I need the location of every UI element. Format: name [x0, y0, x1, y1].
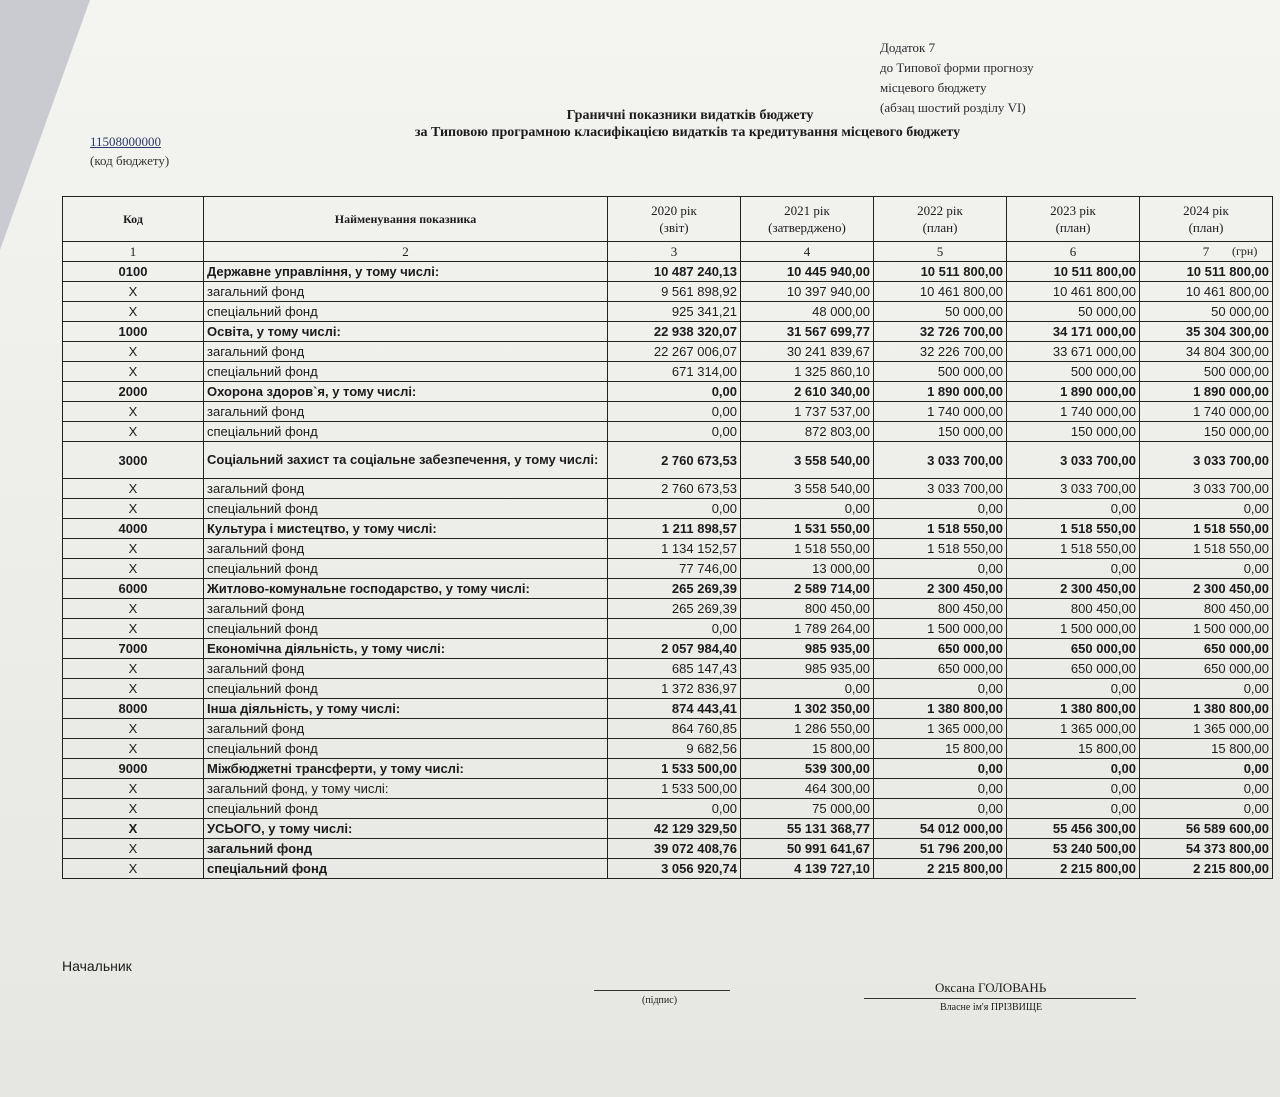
- table-row: [63, 679, 1273, 699]
- row-name: спеціальний фонд: [204, 619, 608, 639]
- header-name: Найменування показника: [204, 197, 608, 242]
- row-code: Х: [63, 402, 204, 422]
- table-row: [63, 422, 1273, 442]
- row-value-2020: 0,00: [608, 382, 741, 402]
- row-code: 6000: [63, 579, 204, 599]
- row-value-2021: 985 935,00: [741, 639, 874, 659]
- row-value-2020: 1 372 836,97: [608, 679, 741, 699]
- row-value-2022: 3 033 700,00: [874, 442, 1007, 479]
- header-2023-sub: (план): [1055, 220, 1091, 235]
- table-row: [63, 599, 1273, 619]
- row-value-2021: 75 000,00: [741, 799, 874, 819]
- row-value-2022: 1 365 000,00: [874, 719, 1007, 739]
- document-subtitle: за Типовою програмною класифікацією видатків та кредитування місцевого бюджету: [414, 125, 961, 140]
- row-value-2020: 685 147,43: [608, 659, 741, 679]
- row-name: загальний фонд: [204, 599, 608, 619]
- row-value-2020: 77 746,00: [608, 559, 741, 579]
- row-code: Х: [63, 739, 204, 759]
- row-value-2024: 0,00: [1140, 759, 1273, 779]
- row-value-2020: 2 760 673,53: [608, 442, 741, 479]
- header-2020-year: 2020 рік: [651, 203, 697, 218]
- table-group-row: [63, 819, 1273, 839]
- column-number-5: 5: [874, 242, 1007, 262]
- row-value-2020: 0,00: [608, 422, 741, 442]
- row-value-2021: 2 610 340,00: [741, 382, 874, 402]
- row-value-2023: 650 000,00: [1007, 659, 1140, 679]
- header-2020: [608, 197, 741, 242]
- row-value-2023: 0,00: [1007, 779, 1140, 799]
- row-name: Міжбюджетні трансферти, у тому числі:: [204, 759, 608, 779]
- row-value-2022: 50 000,00: [874, 302, 1007, 322]
- table-row: [63, 302, 1273, 322]
- table-group-row: [63, 322, 1273, 342]
- row-value-2022: 10 461 800,00: [874, 282, 1007, 302]
- row-value-2023: 650 000,00: [1007, 639, 1140, 659]
- row-value-2020: 0,00: [608, 799, 741, 819]
- row-value-2021: 10 397 940,00: [741, 282, 874, 302]
- row-value-2022: 0,00: [874, 759, 1007, 779]
- row-value-2021: 55 131 368,77: [741, 819, 874, 839]
- row-code: 4000: [63, 519, 204, 539]
- table-row: [63, 362, 1273, 382]
- row-name: Соціальний захист та соціальне забезпечення, у тому числі:: [204, 442, 608, 479]
- row-name: загальний фонд: [204, 342, 608, 362]
- row-value-2022: 1 518 550,00: [874, 519, 1007, 539]
- row-value-2024: 1 890 000,00: [1140, 382, 1273, 402]
- row-value-2023: 2 215 800,00: [1007, 859, 1140, 879]
- row-value-2024: 0,00: [1140, 799, 1273, 819]
- table-group-row: [63, 519, 1273, 539]
- row-name: спеціальний фонд: [204, 859, 608, 879]
- row-value-2020: 42 129 329,50: [608, 819, 741, 839]
- row-value-2020: 22 938 320,07: [608, 322, 741, 342]
- header-2021: [741, 197, 874, 242]
- row-value-2023: 50 000,00: [1007, 302, 1140, 322]
- row-value-2022: 650 000,00: [874, 639, 1007, 659]
- row-code: 7000: [63, 639, 204, 659]
- row-value-2021: 539 300,00: [741, 759, 874, 779]
- row-value-2020: 9 682,56: [608, 739, 741, 759]
- signature-caption: (підпис): [642, 995, 678, 1006]
- column-number-1: 1: [63, 242, 204, 262]
- row-value-2020: 265 269,39: [608, 599, 741, 619]
- row-code: Х: [63, 282, 204, 302]
- row-value-2024: 10 461 800,00: [1140, 282, 1273, 302]
- row-value-2022: 15 800,00: [874, 739, 1007, 759]
- row-value-2022: 3 033 700,00: [874, 479, 1007, 499]
- row-code: Х: [63, 659, 204, 679]
- row-value-2020: 925 341,21: [608, 302, 741, 322]
- table-row: [63, 479, 1273, 499]
- table-row: [63, 402, 1273, 422]
- row-value-2022: 1 518 550,00: [874, 539, 1007, 559]
- row-value-2024: 2 215 800,00: [1140, 859, 1273, 879]
- name-line: [864, 998, 1136, 999]
- row-value-2020: 22 267 006,07: [608, 342, 741, 362]
- table-row: [63, 779, 1273, 799]
- row-value-2021: 464 300,00: [741, 779, 874, 799]
- row-value-2024: 2 300 450,00: [1140, 579, 1273, 599]
- row-value-2024: 1 518 550,00: [1140, 539, 1273, 559]
- row-value-2023: 3 033 700,00: [1007, 479, 1140, 499]
- row-value-2024: 0,00: [1140, 779, 1273, 799]
- row-value-2024: 650 000,00: [1140, 659, 1273, 679]
- row-name: загальний фонд: [204, 402, 608, 422]
- row-value-2024: 0,00: [1140, 499, 1273, 519]
- row-value-2023: 53 240 500,00: [1007, 839, 1140, 859]
- row-value-2020: 10 487 240,13: [608, 262, 741, 282]
- row-value-2022: 1 380 800,00: [874, 699, 1007, 719]
- row-code: Х: [63, 499, 204, 519]
- row-code: 0100: [63, 262, 204, 282]
- table-row: [63, 342, 1273, 362]
- header-2022: [874, 197, 1007, 242]
- row-name: Житлово-комунальне господарство, у тому числі:: [204, 579, 608, 599]
- row-value-2022: 32 726 700,00: [874, 322, 1007, 342]
- row-value-2021: 1 531 550,00: [741, 519, 874, 539]
- row-value-2021: 50 991 641,67: [741, 839, 874, 859]
- row-value-2023: 800 450,00: [1007, 599, 1140, 619]
- row-value-2021: 1 302 350,00: [741, 699, 874, 719]
- row-name: спеціальний фонд: [204, 302, 608, 322]
- annex-line-1: Додаток 7: [880, 40, 936, 55]
- row-value-2022: 2 300 450,00: [874, 579, 1007, 599]
- row-value-2022: 0,00: [874, 779, 1007, 799]
- row-value-2020: 0,00: [608, 619, 741, 639]
- row-code: Х: [63, 479, 204, 499]
- row-value-2022: 51 796 200,00: [874, 839, 1007, 859]
- header-2021-year: 2021 рік: [784, 203, 830, 218]
- document-title: Граничні показники видатків бюджету: [566, 108, 814, 123]
- row-name: загальний фонд: [204, 659, 608, 679]
- row-value-2021: 872 803,00: [741, 422, 874, 442]
- table-row: [63, 559, 1273, 579]
- row-value-2024: 56 589 600,00: [1140, 819, 1273, 839]
- table-row: [63, 539, 1273, 559]
- name-caption: Власне ім'я ПРІЗВИЩЕ: [940, 1002, 1043, 1013]
- row-value-2021: 3 558 540,00: [741, 442, 874, 479]
- row-value-2024: 50 000,00: [1140, 302, 1273, 322]
- table-row: [63, 499, 1273, 519]
- row-value-2023: 1 380 800,00: [1007, 699, 1140, 719]
- row-value-2023: 34 171 000,00: [1007, 322, 1140, 342]
- row-value-2024: 650 000,00: [1140, 639, 1273, 659]
- table-row: [63, 282, 1273, 302]
- row-code: Х: [63, 799, 204, 819]
- row-code: Х: [63, 679, 204, 699]
- row-value-2023: 1 518 550,00: [1007, 539, 1140, 559]
- row-code: Х: [63, 302, 204, 322]
- row-code: Х: [63, 839, 204, 859]
- row-value-2022: 1 740 000,00: [874, 402, 1007, 422]
- row-value-2020: 3 056 920,74: [608, 859, 741, 879]
- row-name: загальний фонд: [204, 839, 608, 859]
- column-number-6: 6: [1007, 242, 1140, 262]
- row-value-2023: 55 456 300,00: [1007, 819, 1140, 839]
- budget-table: [62, 196, 1273, 879]
- row-value-2024: 3 033 700,00: [1140, 479, 1273, 499]
- table-row: [63, 839, 1273, 859]
- row-value-2020: 1 533 500,00: [608, 779, 741, 799]
- row-code: 1000: [63, 322, 204, 342]
- row-value-2024: 0,00: [1140, 559, 1273, 579]
- row-value-2020: 1 533 500,00: [608, 759, 741, 779]
- row-value-2020: 1 211 898,57: [608, 519, 741, 539]
- annex-line-3: місцевого бюджету: [880, 80, 987, 95]
- row-name: спеціальний фонд: [204, 799, 608, 819]
- row-name: спеціальний фонд: [204, 499, 608, 519]
- row-value-2023: 500 000,00: [1007, 362, 1140, 382]
- row-name: загальний фонд: [204, 282, 608, 302]
- row-value-2024: 1 500 000,00: [1140, 619, 1273, 639]
- annex-line-4: (абзац шостий розділу VI): [880, 100, 1026, 115]
- row-value-2022: 1 890 000,00: [874, 382, 1007, 402]
- column-number-4: 4: [741, 242, 874, 262]
- column-number-3: 3: [608, 242, 741, 262]
- header-2021-sub: (затверджено): [768, 220, 846, 235]
- row-value-2021: 985 935,00: [741, 659, 874, 679]
- row-value-2020: 2 760 673,53: [608, 479, 741, 499]
- row-value-2021: 48 000,00: [741, 302, 874, 322]
- row-value-2023: 1 365 000,00: [1007, 719, 1140, 739]
- row-value-2020: 671 314,00: [608, 362, 741, 382]
- row-value-2022: 0,00: [874, 679, 1007, 699]
- table-group-row: [63, 262, 1273, 282]
- row-value-2024: 3 033 700,00: [1140, 442, 1273, 479]
- row-value-2024: 1 365 000,00: [1140, 719, 1273, 739]
- header-2023: [1007, 197, 1140, 242]
- row-value-2023: 0,00: [1007, 679, 1140, 699]
- annex-line-2: до Типової форми прогнозу: [880, 60, 1034, 75]
- header-code: Код: [63, 197, 204, 242]
- header-2020-sub: (звіт): [659, 220, 689, 235]
- table-group-row: [63, 759, 1273, 779]
- header-2023-year: 2023 рік: [1050, 203, 1096, 218]
- row-value-2022: 10 511 800,00: [874, 262, 1007, 282]
- row-value-2023: 10 511 800,00: [1007, 262, 1140, 282]
- table-row: [63, 859, 1273, 879]
- row-value-2023: 1 518 550,00: [1007, 519, 1140, 539]
- row-value-2021: 30 241 839,67: [741, 342, 874, 362]
- row-value-2024: 800 450,00: [1140, 599, 1273, 619]
- row-value-2021: 31 567 699,77: [741, 322, 874, 342]
- row-value-2022: 2 215 800,00: [874, 859, 1007, 879]
- table-group-row: [63, 579, 1273, 599]
- row-value-2020: 2 057 984,40: [608, 639, 741, 659]
- row-value-2023: 1 890 000,00: [1007, 382, 1140, 402]
- budget-code-label: (код бюджету): [90, 153, 170, 168]
- table-row: [63, 719, 1273, 739]
- table-row: [63, 799, 1273, 819]
- row-value-2020: 0,00: [608, 499, 741, 519]
- row-value-2022: 32 226 700,00: [874, 342, 1007, 362]
- row-value-2021: 1 789 264,00: [741, 619, 874, 639]
- row-name: Культура і мистецтво, у тому числі:: [204, 519, 608, 539]
- row-code: Х: [63, 539, 204, 559]
- row-value-2022: 1 500 000,00: [874, 619, 1007, 639]
- row-value-2021: 1 737 537,00: [741, 402, 874, 422]
- row-value-2021: 10 445 940,00: [741, 262, 874, 282]
- table-row: [63, 659, 1273, 679]
- row-value-2021: 1 286 550,00: [741, 719, 874, 739]
- row-value-2021: 1 518 550,00: [741, 539, 874, 559]
- row-value-2024: 10 511 800,00: [1140, 262, 1273, 282]
- row-value-2023: 0,00: [1007, 559, 1140, 579]
- row-value-2021: 3 558 540,00: [741, 479, 874, 499]
- row-value-2021: 1 325 860,10: [741, 362, 874, 382]
- row-code: Х: [63, 559, 204, 579]
- row-code: Х: [63, 619, 204, 639]
- row-code: Х: [63, 362, 204, 382]
- table-row: [63, 619, 1273, 639]
- row-value-2021: 15 800,00: [741, 739, 874, 759]
- row-value-2023: 3 033 700,00: [1007, 442, 1140, 479]
- row-value-2024: 35 304 300,00: [1140, 322, 1273, 342]
- row-value-2021: 2 589 714,00: [741, 579, 874, 599]
- row-value-2022: 800 450,00: [874, 599, 1007, 619]
- row-name: загальний фонд: [204, 539, 608, 559]
- row-value-2023: 0,00: [1007, 759, 1140, 779]
- row-value-2024: 1 380 800,00: [1140, 699, 1273, 719]
- row-value-2024: 0,00: [1140, 679, 1273, 699]
- row-value-2024: 15 800,00: [1140, 739, 1273, 759]
- table-group-row: [63, 382, 1273, 402]
- signatory-role: Начальник: [62, 958, 132, 974]
- row-value-2020: 0,00: [608, 402, 741, 422]
- row-value-2022: 500 000,00: [874, 362, 1007, 382]
- row-name: спеціальний фонд: [204, 679, 608, 699]
- row-value-2023: 33 671 000,00: [1007, 342, 1140, 362]
- row-code: Х: [63, 859, 204, 879]
- row-code: 2000: [63, 382, 204, 402]
- row-code: Х: [63, 779, 204, 799]
- row-value-2023: 150 000,00: [1007, 422, 1140, 442]
- annex-note: [880, 38, 1034, 118]
- row-code: Х: [63, 342, 204, 362]
- row-value-2023: 1 740 000,00: [1007, 402, 1140, 422]
- row-name: загальний фонд, у тому числі:: [204, 779, 608, 799]
- row-value-2024: 54 373 800,00: [1140, 839, 1273, 859]
- column-number-7: 7: [1140, 242, 1273, 262]
- row-code: 9000: [63, 759, 204, 779]
- row-name: Охорона здоров`я, у тому числі:: [204, 382, 608, 402]
- header-2022-year: 2022 рік: [917, 203, 963, 218]
- currency-label: (грн): [1232, 244, 1258, 258]
- row-name: спеціальний фонд: [204, 422, 608, 442]
- row-name: УСЬОГО, у тому числі:: [204, 819, 608, 839]
- row-name: спеціальний фонд: [204, 559, 608, 579]
- row-name: загальний фонд: [204, 719, 608, 739]
- row-value-2021: 0,00: [741, 499, 874, 519]
- row-name: Інша діяльність, у тому числі:: [204, 699, 608, 719]
- table-row: [63, 739, 1273, 759]
- row-name: спеціальний фонд: [204, 362, 608, 382]
- column-number-2: 2: [204, 242, 608, 262]
- row-value-2023: 15 800,00: [1007, 739, 1140, 759]
- row-value-2024: 1 518 550,00: [1140, 519, 1273, 539]
- row-value-2020: 874 443,41: [608, 699, 741, 719]
- row-value-2020: 864 760,85: [608, 719, 741, 739]
- row-code: Х: [63, 719, 204, 739]
- row-value-2022: 54 012 000,00: [874, 819, 1007, 839]
- row-value-2024: 150 000,00: [1140, 422, 1273, 442]
- signature-line: [594, 990, 730, 991]
- row-value-2022: 0,00: [874, 559, 1007, 579]
- row-code: Х: [63, 599, 204, 619]
- row-value-2022: 0,00: [874, 799, 1007, 819]
- row-value-2020: 1 134 152,57: [608, 539, 741, 559]
- row-code: 3000: [63, 442, 204, 479]
- row-value-2023: 10 461 800,00: [1007, 282, 1140, 302]
- row-value-2020: 265 269,39: [608, 579, 741, 599]
- row-value-2022: 650 000,00: [874, 659, 1007, 679]
- header-2024-year: 2024 рік: [1183, 203, 1229, 218]
- row-value-2021: 4 139 727,10: [741, 859, 874, 879]
- row-name: Освіта, у тому числі:: [204, 322, 608, 342]
- row-value-2022: 150 000,00: [874, 422, 1007, 442]
- row-code: 8000: [63, 699, 204, 719]
- signatory-name: Оксана ГОЛОВАНЬ: [935, 980, 1047, 995]
- row-value-2021: 0,00: [741, 679, 874, 699]
- row-name: загальний фонд: [204, 479, 608, 499]
- header-2022-sub: (план): [922, 220, 958, 235]
- row-value-2023: 2 300 450,00: [1007, 579, 1140, 599]
- row-name: Економічна діяльність, у тому числі:: [204, 639, 608, 659]
- row-code: Х: [63, 422, 204, 442]
- row-value-2023: 0,00: [1007, 499, 1140, 519]
- row-value-2023: 0,00: [1007, 799, 1140, 819]
- budget-code: 11508000000: [90, 134, 162, 149]
- row-value-2024: 1 740 000,00: [1140, 402, 1273, 422]
- column-number-row: [63, 242, 1273, 262]
- table-group-row: [63, 639, 1273, 659]
- row-value-2024: 34 804 300,00: [1140, 342, 1273, 362]
- row-name: Державне управління, у тому числі:: [204, 262, 608, 282]
- row-value-2020: 9 561 898,92: [608, 282, 741, 302]
- row-value-2022: 0,00: [874, 499, 1007, 519]
- row-value-2021: 13 000,00: [741, 559, 874, 579]
- table-group-row: [63, 442, 1273, 479]
- row-name: спеціальний фонд: [204, 739, 608, 759]
- row-value-2020: 39 072 408,76: [608, 839, 741, 859]
- row-value-2023: 1 500 000,00: [1007, 619, 1140, 639]
- row-value-2024: 500 000,00: [1140, 362, 1273, 382]
- row-value-2021: 800 450,00: [741, 599, 874, 619]
- header-2024-sub: (план): [1188, 220, 1224, 235]
- row-code: Х: [63, 819, 204, 839]
- table-group-row: [63, 699, 1273, 719]
- header-2024: [1140, 197, 1273, 242]
